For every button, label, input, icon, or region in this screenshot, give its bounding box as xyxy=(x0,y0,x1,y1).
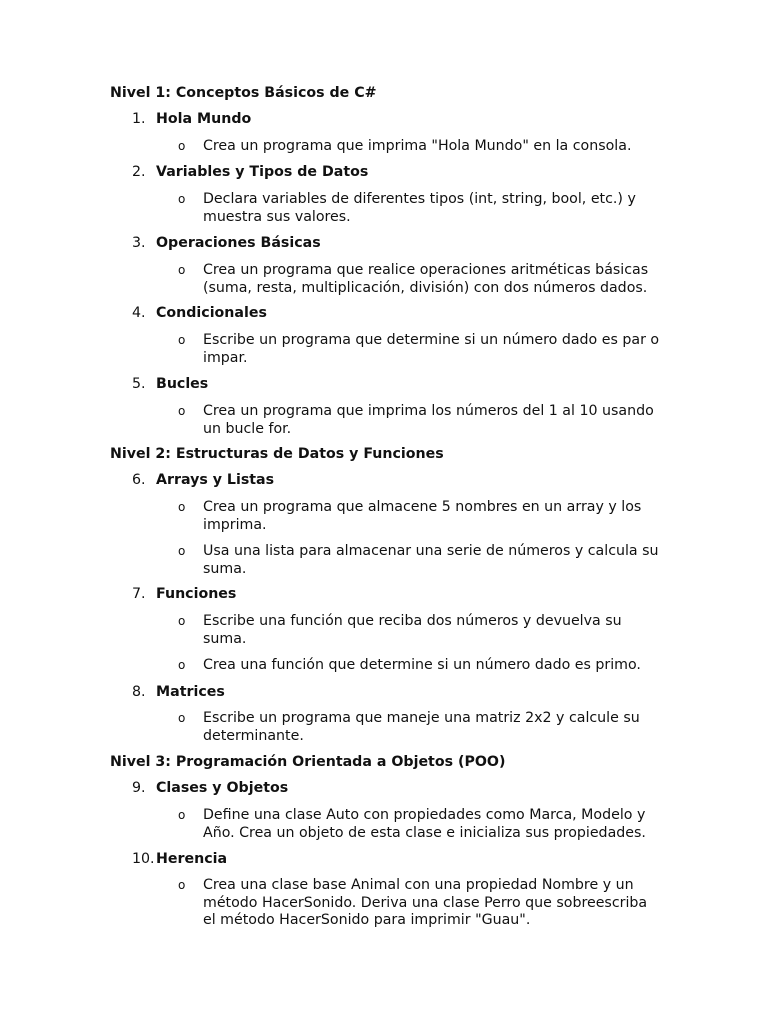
item-bullet: Crea un programa que almacene 5 nombres en un array y los imprima. xyxy=(203,499,642,533)
item-title: Arrays y Listas xyxy=(156,472,275,488)
bullet-marker: o xyxy=(178,878,186,892)
item-bullet: Crea un programa que imprima "Hola Mundo" en la consola. xyxy=(203,138,632,154)
item-bullet: Escribe un programa que maneje una matriz 2x2 y calcule su determinante. xyxy=(203,710,640,744)
item-bullet: Crea una función que determine si un número dado es primo. xyxy=(203,657,641,673)
item-number: 8. xyxy=(132,684,146,700)
item-title: Hola Mundo xyxy=(156,111,252,127)
item-number: 9. xyxy=(132,780,146,796)
item-title: Operaciones Básicas xyxy=(156,235,321,251)
bullet-marker: o xyxy=(178,544,186,558)
item-title: Condicionales xyxy=(156,305,267,321)
item-bullet: Declara variables de diferentes tipos (int, string, bool, etc.) y muestra sus valores. xyxy=(203,191,636,225)
item-number: 2. xyxy=(132,164,146,180)
item-number: 7. xyxy=(132,586,146,602)
bullet-marker: o xyxy=(178,711,186,725)
bullet-marker: o xyxy=(178,614,186,628)
level-heading-1: Nivel 1: Conceptos Básicos de C# xyxy=(110,85,377,101)
level-heading-2: Nivel 2: Estructuras de Datos y Funciones xyxy=(110,446,444,462)
item-title: Herencia xyxy=(156,851,228,867)
item-bullet: Define una clase Auto con propiedades como Marca, Modelo y Año. Crea un objeto de esta clase e inicializa sus propiedades. xyxy=(203,807,646,841)
bullet-marker: o xyxy=(178,808,186,822)
item-title: Bucles xyxy=(156,376,209,392)
item-bullet: Escribe un programa que determine si un número dado es par o impar. xyxy=(203,332,660,366)
item-bullet: Crea un programa que imprima los números del 1 al 10 usando un bucle for. xyxy=(203,403,654,437)
item-number: 4. xyxy=(132,305,146,321)
bullet-marker: o xyxy=(178,192,186,206)
item-number: 5. xyxy=(132,376,146,392)
item-title: Variables y Tipos de Datos xyxy=(156,164,369,180)
item-number: 10. xyxy=(132,851,155,867)
item-title: Matrices xyxy=(156,684,225,700)
item-bullet: Usa una lista para almacenar una serie de números y calcula su suma. xyxy=(203,543,659,577)
bullet-marker: o xyxy=(178,139,186,153)
bullet-marker: o xyxy=(178,404,186,418)
item-title: Clases y Objetos xyxy=(156,780,289,796)
item-number: 1. xyxy=(132,111,146,127)
item-bullet: Crea un programa que realice operaciones aritméticas básicas (suma, resta, multiplicación, división) con dos números dados. xyxy=(203,262,649,296)
level-heading-3: Nivel 3: Programación Orientada a Objetos (POO) xyxy=(110,754,506,770)
bullet-marker: o xyxy=(178,500,186,514)
bullet-marker: o xyxy=(178,333,186,347)
item-number: 6. xyxy=(132,472,146,488)
bullet-marker: o xyxy=(178,263,186,277)
item-title: Funciones xyxy=(156,586,237,602)
item-bullet: Escribe una función que reciba dos números y devuelva su suma. xyxy=(203,613,622,647)
bullet-marker: o xyxy=(178,658,186,672)
item-bullet: Crea una clase base Animal con una propiedad Nombre y un método HacerSonido. Deriva una clase Perro que sobreescriba el método HacerSonido para imprimir "Guau". xyxy=(203,877,648,928)
item-number: 3. xyxy=(132,235,146,251)
